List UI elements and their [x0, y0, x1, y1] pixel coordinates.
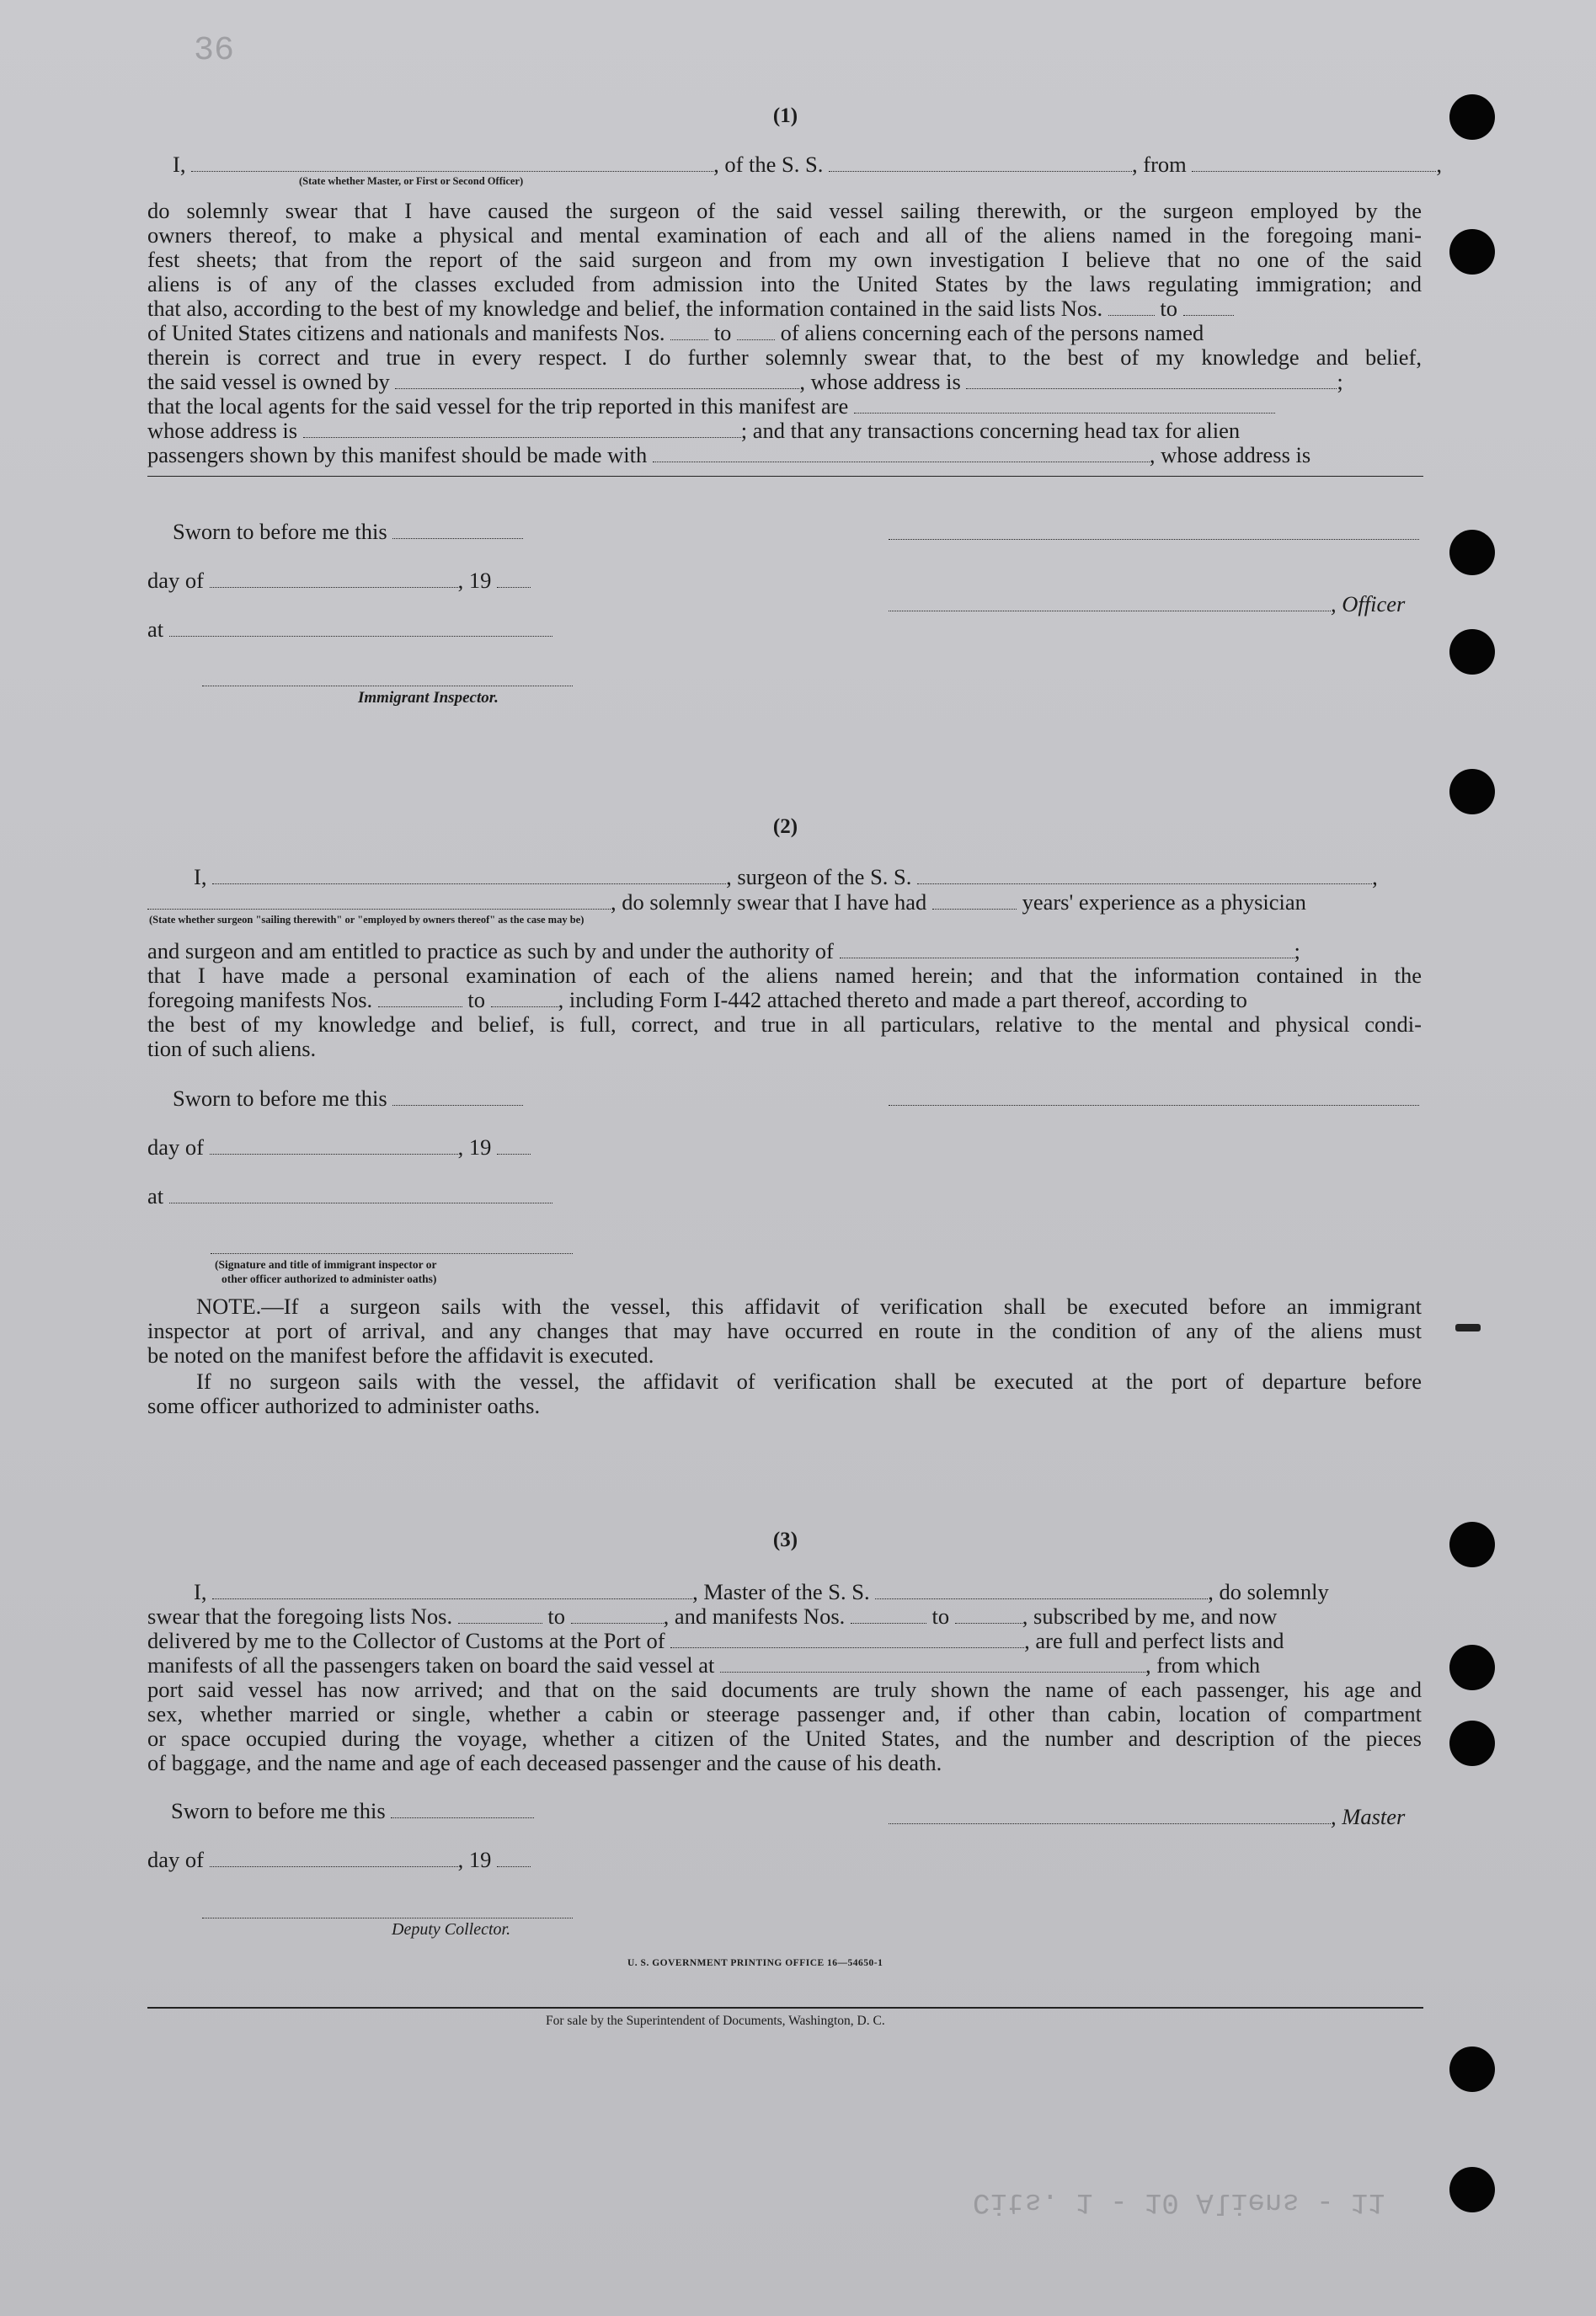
s3-line-8: of baggage, and the name and age of each deceased passenger and the cause of his death.: [147, 1750, 942, 1775]
s3-deputy-caption: Deputy Collector.: [392, 1920, 511, 1939]
s3-line-1: I, , Master of the S. S. , do solemnly: [194, 1579, 1329, 1604]
note-b-2: some officer authorized to administer oaths.: [147, 1393, 541, 1418]
for-sale-note: For sale by the Superintendent of Documents, Washington, D. C.: [546, 2014, 885, 2028]
s1-p1-line3: fest sheets; that from the report of the said surgeon and from my own investigation I believe that no one of the said: [147, 247, 1422, 272]
s2-line-6: the best of my knowledge and belief, is full, correct, and true in all particulars, relative to the mental and physical condi-: [147, 1011, 1422, 1037]
s2-day: day of , 19: [147, 1134, 531, 1161]
punch-hole: [1449, 629, 1495, 675]
rule: [147, 476, 1423, 477]
sig-note-1: (Signature and title of immigrant inspector or: [215, 1258, 437, 1271]
s2-line-3: and surgeon and am entitled to practice as such by and under the authority of ;: [147, 938, 1300, 963]
punch-hole: [1449, 2047, 1495, 2092]
s3-line-7: or space occupied during the voyage, whether a citizen of the United States, and the number and description of the pieces: [147, 1726, 1422, 1751]
s2-line-i: I, , surgeon of the S. S. ,: [194, 864, 1378, 889]
bottom-stamp: Cits. 1 - 10 Aliens - 11: [973, 2185, 1385, 2217]
sig-line: [211, 1253, 573, 1254]
s1-at: at: [147, 616, 552, 643]
surgeon-signature-line: [889, 1105, 1419, 1106]
punch-hole: [1449, 530, 1495, 575]
s2-line-5: foregoing manifests Nos. to , including Form I-442 attached thereto and made a part thereof, according to: [147, 987, 1247, 1012]
s3-line-2: swear that the foregoing lists Nos. to , and manifests Nos. to , subscribed by me, and now: [147, 1604, 1278, 1629]
section-number: (3): [772, 1529, 798, 1551]
s3-line-4: manifests of all the passengers taken on board the said vessel at , from which: [147, 1652, 1261, 1678]
s1-p1-line11: passengers shown by this manifest should be made with , whose address is: [147, 442, 1311, 467]
s3-sworn: Sworn to before me this: [171, 1798, 534, 1824]
punch-hole: [1449, 1645, 1495, 1690]
s1-line-i: I, , of the S. S. , from ,: [173, 152, 1443, 177]
ink-mark: [1455, 1324, 1481, 1331]
s3-line-6: sex, whether married or single, whether a cabin or steerage passenger and, if other than cabin, location of compartment: [147, 1701, 1422, 1726]
s1-p1-line4: aliens is of any of the classes excluded from admission into the United States by the laws regulating immigration; and: [147, 271, 1422, 296]
s1-p1-line6: of United States citizens and nationals and manifests Nos. to of aliens concerning each of the persons named: [147, 320, 1204, 345]
punch-hole: [1449, 2167, 1495, 2212]
s1-p1-line2: owners thereof, to make a physical and mental examination of each and all of the aliens named in the foregoing mani-: [147, 222, 1422, 248]
punch-hole: [1449, 94, 1495, 140]
sig-note-2: other officer authorized to administer oaths): [222, 1273, 437, 1285]
master-note: (State whether Master, or First or Second Officer): [299, 175, 524, 187]
s2-line-4: that I have made a personal examination of each of the aliens named herein; and that the information contained in the: [147, 963, 1422, 988]
s1-p1-line7: therein is correct and true in every respect. I do further solemnly swear that, to the best of my knowledge and belief,: [147, 344, 1422, 370]
note-a-1: NOTE.—If a surgeon sails with the vessel, this affidavit of verification shall be executed before an immigrant: [196, 1294, 1422, 1319]
section-number: (2): [772, 815, 798, 838]
punch-hole: [1449, 1721, 1495, 1766]
s3-master: , Master: [889, 1804, 1405, 1830]
s3-line-5: port said vessel has now arrived; and that on the said documents are truly shown the name of each passenger, his age and: [147, 1677, 1422, 1702]
page-number: 36: [194, 32, 235, 70]
surgeon-note: (State whether surgeon "sailing therewith" or "employed by owners thereof" as the case may be): [149, 914, 584, 926]
bottom-rule: [147, 2007, 1423, 2009]
s1-p1-line5: that also, according to the best of my knowledge and belief, the information contained in the said lists Nos. to: [147, 296, 1234, 322]
section-number: (1): [772, 104, 798, 127]
punch-hole: [1449, 1522, 1495, 1567]
s1-p1-line8: the said vessel is owned by , whose address is ;: [147, 369, 1343, 394]
s1-day: day of , 19: [147, 568, 531, 594]
s3-day: day of , 19: [147, 1847, 531, 1873]
s2-line-2: , do solemnly swear that I have had years' experience as a physician: [147, 889, 1306, 915]
s1-p1-line9: that the local agents for the said vessel for the trip reported in this manifest are: [147, 393, 1275, 419]
punch-hole: [1449, 229, 1495, 275]
note-a-3: be noted on the manifest before the affidavit is executed.: [147, 1342, 654, 1368]
s1-sworn: Sworn to before me this: [173, 519, 523, 545]
s3-line-3: delivered by me to the Collector of Customs at the Port of , are full and perfect lists and: [147, 1628, 1284, 1653]
note-a-2: inspector at port of arrival, and any changes that may have occurred en route in the condition of any of the aliens must: [147, 1318, 1422, 1343]
s2-sworn: Sworn to before me this: [173, 1086, 523, 1112]
punch-hole: [1449, 769, 1495, 814]
s1-p1-line1: do solemnly swear that I have caused the surgeon of the said vessel sailing therewith, or the surgeon employed by the: [147, 198, 1422, 223]
s1-p1-line10: whose address is ; and that any transactions concerning head tax for alien: [147, 418, 1241, 443]
s1-inspector-caption: Immigrant Inspector.: [358, 689, 499, 707]
printing-office: U. S. GOVERNMENT PRINTING OFFICE 16—54650-1: [627, 1958, 883, 1968]
s2-line-7: tion of such aliens.: [147, 1036, 317, 1061]
note-b-1: If no surgeon sails with the vessel, the affidavit of verification shall be executed at the port of departure before: [196, 1369, 1422, 1394]
officer-signature-line: [889, 539, 1419, 540]
s2-at: at: [147, 1183, 552, 1209]
s1-officer: , Officer: [889, 591, 1405, 617]
